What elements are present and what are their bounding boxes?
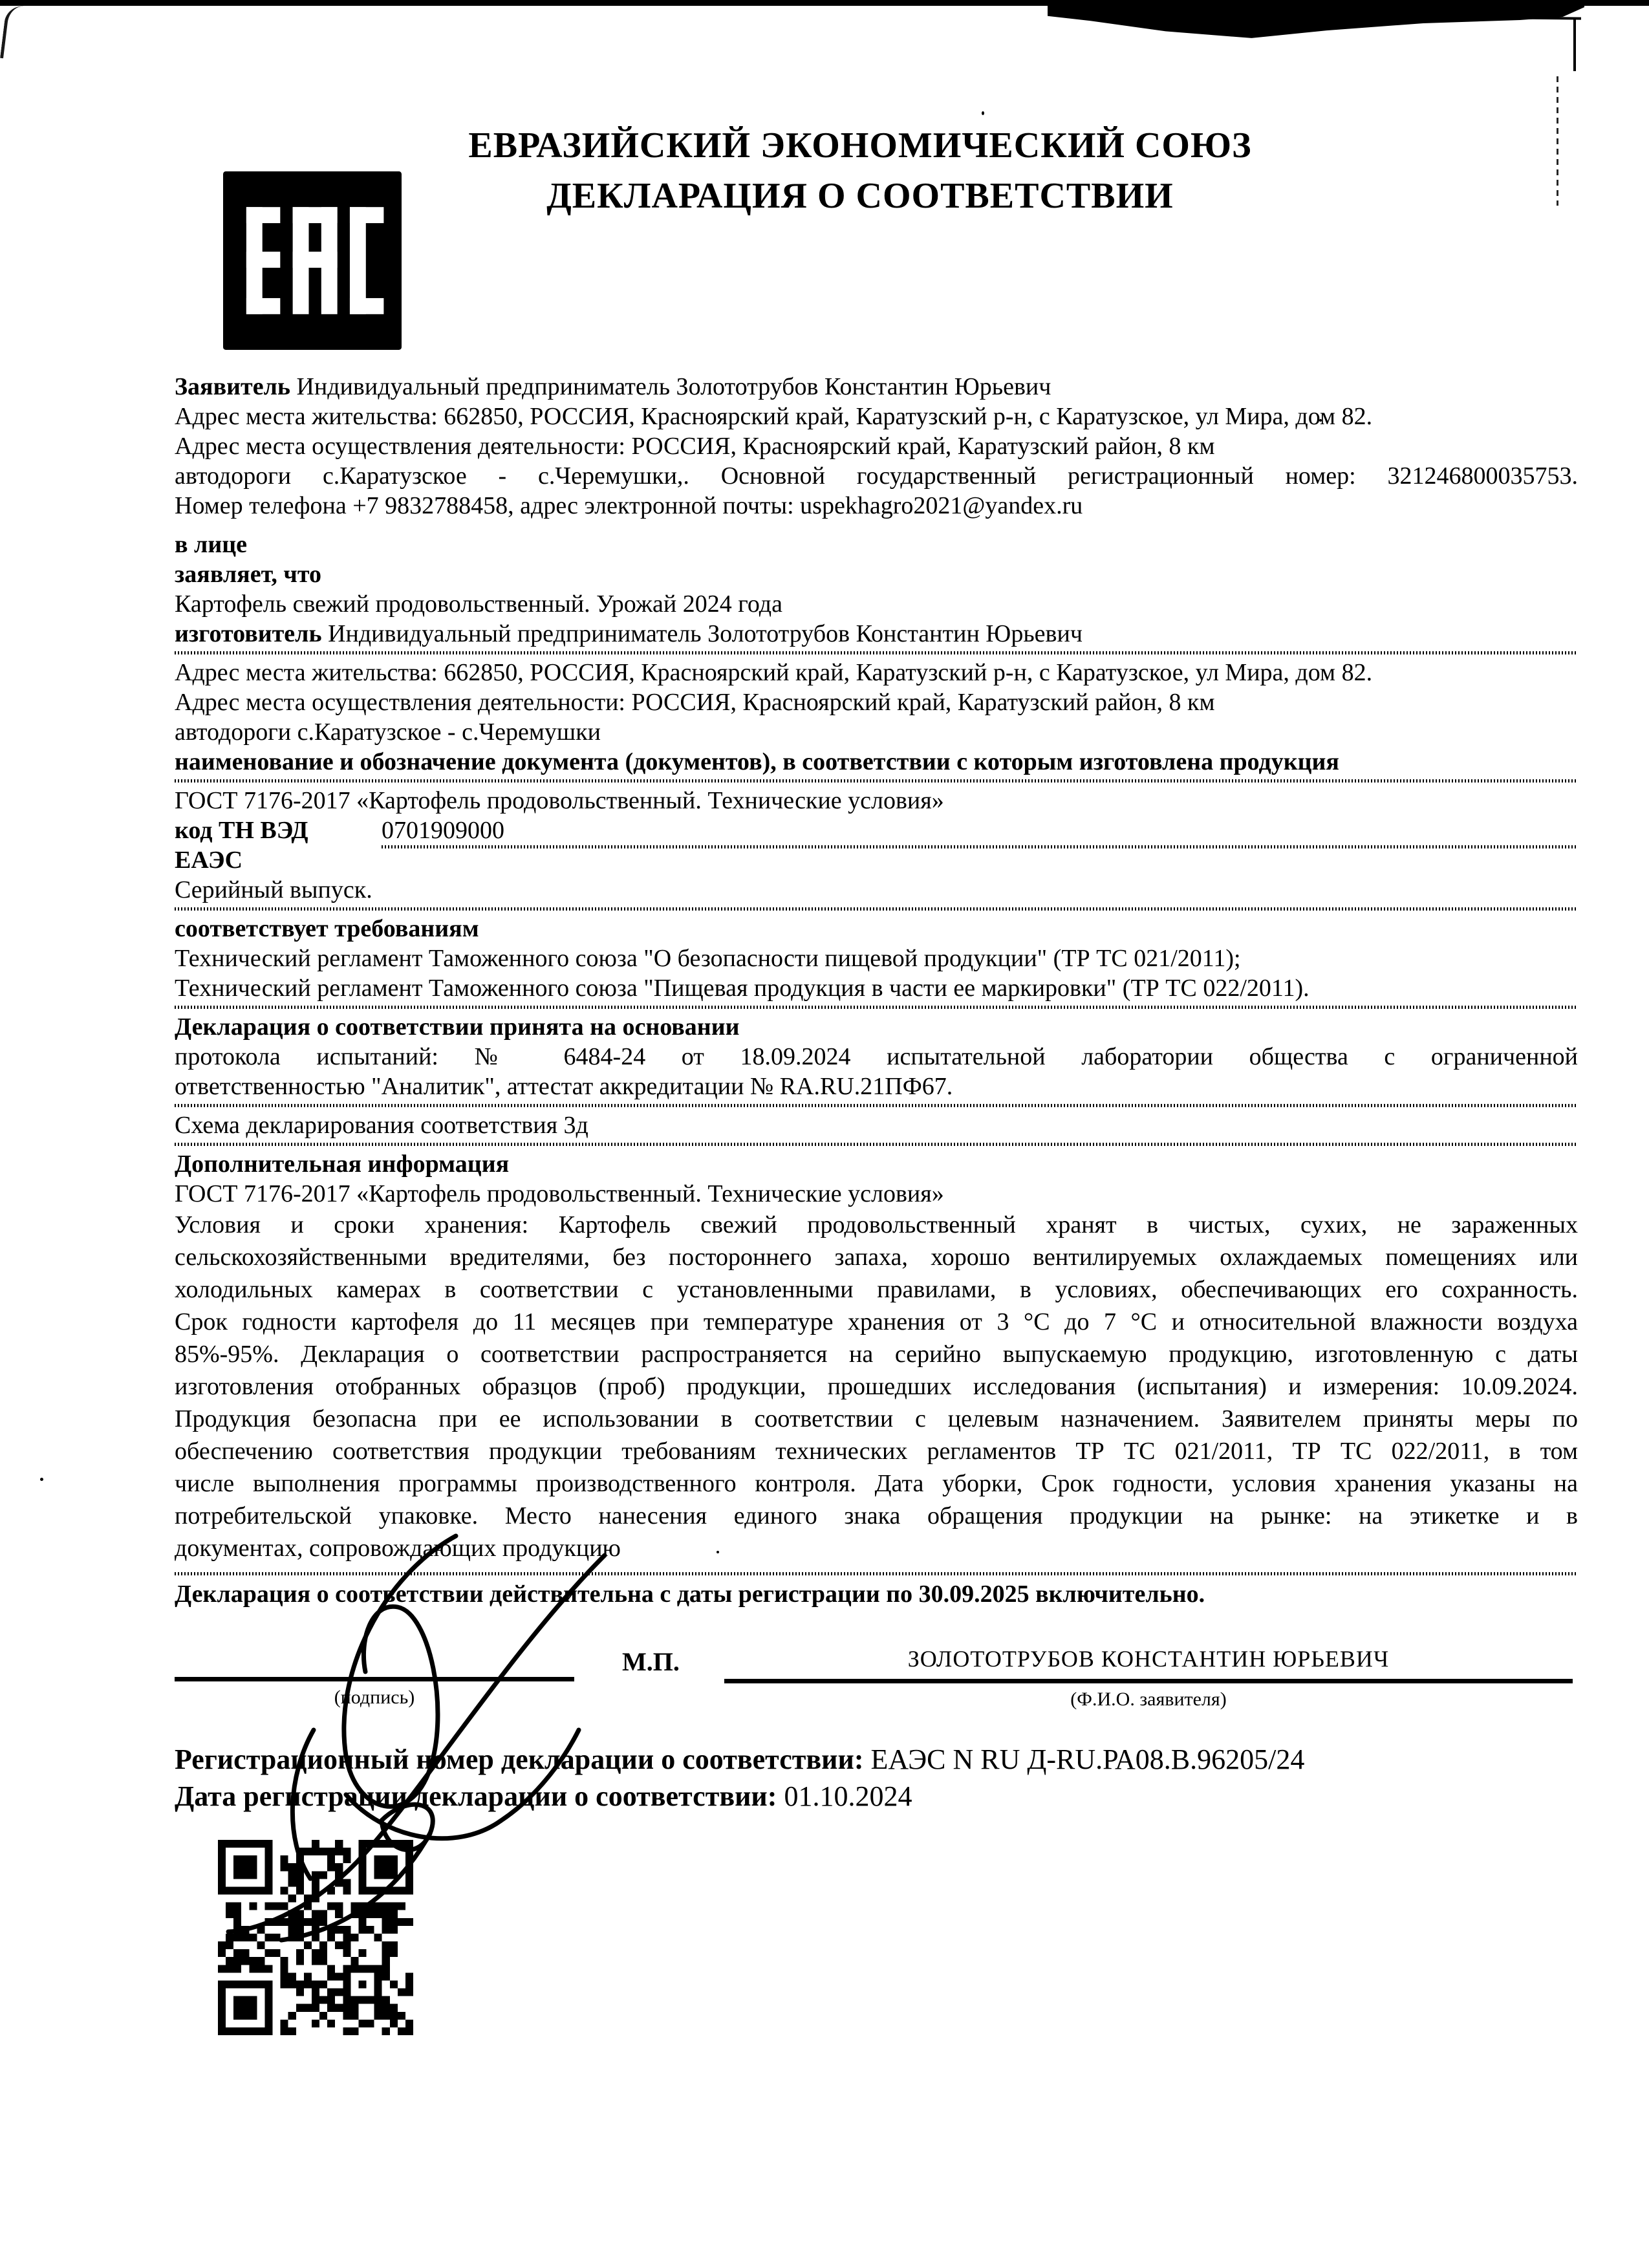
regulation-1: Технический регламент Таможенного союза "О безопасности пищевой продукции" (ТР ТС 021/2011); [175,945,1241,972]
storage-conditions-paragraph [175,1209,1578,1564]
registration-number-value: ЕАЭС N RU Д-RU.РА08.В.96205/24 [870,1744,1305,1775]
scan-artifact-top-right-blob [1048,0,1584,40]
basis-text [175,1042,1578,1101]
product-name: Картофель свежий продовольственный. Урожай 2024 года [175,590,782,618]
applicant-activity-address-1: Адрес места осуществления деятельности: РОССИЯ, Красноярский край, Каратузский район, 8 км [175,433,1215,460]
serial-issue-line: Серийный выпуск. [175,876,372,903]
compliance-heading: соответствует требованиям [175,915,479,942]
tnved-code: 0701909000 [382,815,1578,848]
manufacturer-label: изготовитель [175,620,322,647]
document-title [356,120,1364,221]
text-line: потребительской упаковке. Место нанесения единого знака обращения продукции на рынке: на этикетке и в [175,1502,1578,1529]
additional-gost-line: ГОСТ 7176-2017 «Картофель продовольственный. Технические условия» [175,1180,944,1207]
in-person-label: в лице [175,531,247,558]
dotted-rule [175,907,1578,911]
validity-statement: Декларация о соответствии действительна с даты регистрации по 30.09.2025 включительно. [175,1581,1205,1608]
applicant-phone-email: Номер телефона +7 9832788458, адрес электронной почты: uspekhagro2021@yandex.ru [175,492,1083,519]
text-line: холодильных камерах в соответствии с установленными правилами, в условиях, обеспечивающих его сохранность. [175,1276,1578,1303]
manufacturer-line [175,619,1578,649]
registration-date-label: Дата регистрации декларации о соответствии: [175,1780,777,1812]
scan-artifact-left-curve [0,4,27,60]
title-line-declaration: ДЕКЛАРАЦИЯ О СООТВЕТСТВИИ [546,176,1174,216]
registration-number-label: Регистрационный номер декларации о соответствии: [175,1744,864,1775]
scan-speck [40,1478,43,1481]
manufacturer-name: Индивидуальный предприниматель Золототрубов Константин Юрьевич [328,620,1083,647]
signature-line [175,1677,574,1681]
text-line: протокола испытаний: № 6484-24 от 18.09.2024 испытательной лаборатории общества с ограниченной [175,1043,1578,1070]
applicant-name: Индивидуальный предприниматель Золототрубов Константин Юрьевич [296,373,1051,400]
text-line: обеспечению соответствия продукции требованиям технических регламентов ТР ТС 021/2011, ТР ТС 022/2011, в том [175,1438,1578,1465]
text-line: числе выполнения программы производственного контроля. Дата уборки, Срок годности, условия хранения указаны на [175,1470,1578,1497]
fio-caption: (Ф.И.О. заявителя) [1070,1689,1227,1710]
dotted-rule [175,651,1578,654]
registration-date-value: 01.10.2024 [784,1780,912,1812]
applicant-residence-address: Адрес места жительства: 662850, РОССИЯ, Красноярский край, Каратузский р-н, с Каратузское, ул Мира, дом 82. [175,403,1373,430]
registration-block [175,1741,1597,1815]
title-line-union: ЕВРАЗИЙСКИЙ ЭКОНОМИЧЕСКИЙ СОЮЗ [468,125,1252,166]
text-line: Продукция безопасна при ее использовании в соответствии с целевым назначением. Заявителем приняты меры по [175,1405,1578,1432]
scan-artifact-corner [1573,18,1576,71]
declares-label: заявляет, что [175,561,321,588]
text-line: Срок годности картофеля до 11 месяцев при температуре хранения от 3 °С до 7 °С и относительной влажности воздуха [175,1308,1578,1335]
text-line: изготовления отобранных образцов (проб) продукции, прошедших исследования (испытания) и измерения: 10.09.2024. [175,1373,1578,1400]
tnved-label: код ТН ВЭД ЕАЭС [175,817,308,874]
qr-code [218,1840,413,2035]
scan-speck [982,111,984,115]
registration-date-line [175,1778,1597,1815]
signature-caption: (подпись) [334,1687,415,1708]
manufacturer-activity-address-1: Адрес места осуществления деятельности: РОССИЯ, Красноярский край, Каратузский район, 8 км [175,689,1215,716]
text-line: документах, сопровождающих продукцию [175,1535,621,1562]
document-body [175,372,1578,1609]
scan-artifact-right-dashes [1557,76,1558,206]
scheme-line: Схема декларирования соответствия 3д [175,1112,588,1139]
basis-heading: Декларация о соответствии принята на основании [175,1013,740,1041]
text-line: ответственностью "Аналитик", аттестат аккредитации № RA.RU.21ПФ67. [175,1073,953,1100]
dotted-rule [175,779,1578,783]
text-line: 85%-95%. Декларация о соответствии распространяется на серийно выпускаемую продукцию, изготовленную с даты [175,1341,1578,1368]
docs-heading: наименование и обозначение документа (документов), в соответствии с которым изготовлена продукция [175,748,1339,775]
dotted-rule [175,1006,1578,1009]
tnved-row [175,815,1578,875]
manufacturer-activity-address-2: автодороги с.Каратузское - с.Черемушки [175,718,601,746]
stamp-place-label: М.П. [622,1647,680,1676]
applicant-line [175,372,1578,402]
applicant-fio: ЗОЛОТОТРУБОВ КОНСТАНТИН ЮРЬЕВИЧ [907,1646,1390,1672]
text-line: сельскохозяйственными вредителями, без постороннего запаха, хорошо вентилируемых охлаждаемых помещениях или [175,1244,1578,1271]
dotted-rule [175,1104,1578,1107]
fio-line [724,1679,1573,1683]
additional-info-heading: Дополнительная информация [175,1150,510,1178]
applicant-label: Заявитель [175,373,290,400]
manufacturer-residence-address: Адрес места жительства: 662850, РОССИЯ, Красноярский край, Каратузский р-н, с Каратузское, ул Мира, дом 82. [175,659,1373,686]
text-line: Условия и сроки хранения: Картофель свежий продовольственный хранят в чистых, сухих, не зараженных [175,1211,1578,1238]
dotted-rule [175,1143,1578,1146]
regulation-2: Технический регламент Таможенного союза "Пищевая продукция в части ее маркировки" (ТР ТС 022/2011). [175,975,1310,1002]
gost-line: ГОСТ 7176-2017 «Картофель продовольственный. Технические условия» [175,787,944,814]
applicant-activity-address-2: автодороги с.Каратузское - с.Черемушки,. Основной государственный регистрационный номер: 321246800035753. [175,462,1578,490]
registration-number-line [175,1741,1597,1778]
